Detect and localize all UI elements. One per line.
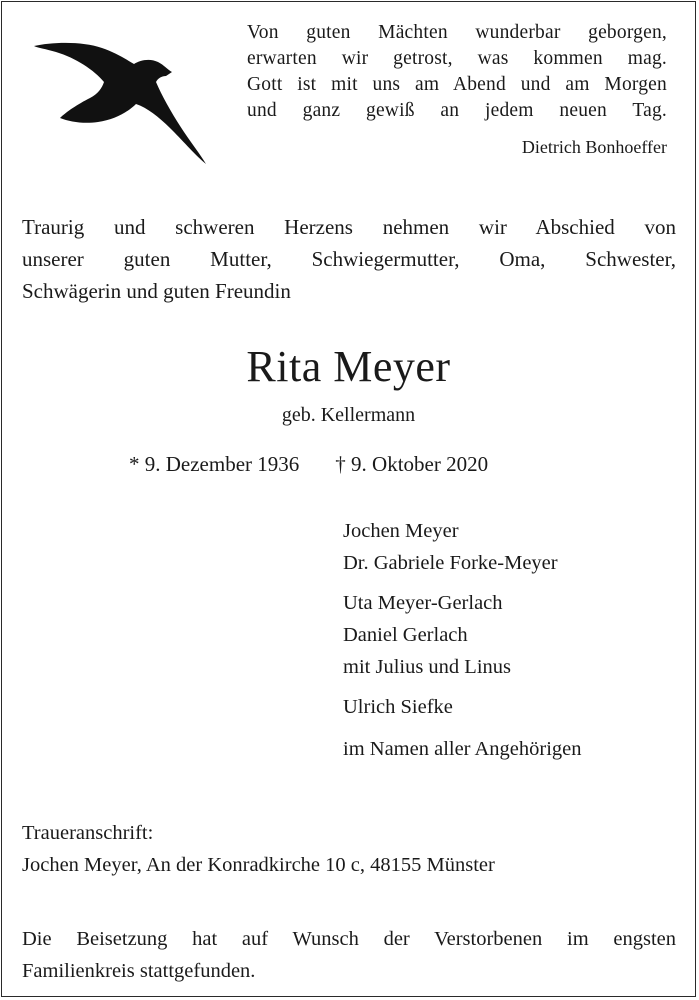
poem-author: Dietrich Bonhoeffer <box>521 137 667 157</box>
obituary-notice <box>1 1 696 997</box>
mourner-name: Uta Meyer-Gerlach <box>343 592 503 614</box>
mourners-closing: im Namen aller Angehörigen <box>343 738 582 760</box>
mourner-name: Daniel Gerlach <box>343 624 468 646</box>
poem-line: Von guten Mächten wunderbar geborgen, <box>247 22 667 43</box>
death-date: † 9. Oktober 2020 <box>335 452 489 476</box>
mourner-name: Jochen Meyer <box>343 520 459 542</box>
intro-text <box>22 211 676 307</box>
mourner-name: Ulrich Siefke <box>343 696 453 718</box>
intro-line: Traurig und schweren Herzens nehmen wir Abschied von <box>22 215 676 239</box>
poem-line: Gott ist mit uns am Abend und am Morgen <box>247 74 667 95</box>
closing-line: Die Beisetzung hat auf Wunsch der Verstorbenen im engsten <box>22 928 676 950</box>
closing-line: Familienkreis stattgefunden. <box>22 960 256 982</box>
poem-line: und ganz gewiß an jedem neuen Tag. <box>247 100 667 121</box>
intro-line: Schwägerin und guten Freundin <box>22 279 291 303</box>
bird-silhouette-icon <box>32 40 212 165</box>
mourner-name: mit Julius und Linus <box>343 656 512 678</box>
poem-line: erwarten wir getrost, was kommen mag. <box>247 48 667 69</box>
birth-date: * 9. Dezember 1936 <box>129 452 300 476</box>
life-dates <box>129 449 488 479</box>
closing-text <box>22 923 676 987</box>
address-heading: Traueranschrift: <box>22 822 154 844</box>
mourning-address <box>22 817 495 881</box>
birth-name: geb. Kellermann <box>281 404 416 426</box>
mourners-list <box>343 515 582 765</box>
intro-line: unserer guten Mutter, Schwiegermutter, Oma, Schwester, <box>22 247 676 271</box>
poem <box>247 20 667 124</box>
address-line: Jochen Meyer, An der Konradkirche 10 c, 48155 Münster <box>22 854 495 876</box>
mourner-name: Dr. Gabriele Forke-Meyer <box>343 552 558 574</box>
deceased-name: Rita Meyer <box>246 342 451 391</box>
